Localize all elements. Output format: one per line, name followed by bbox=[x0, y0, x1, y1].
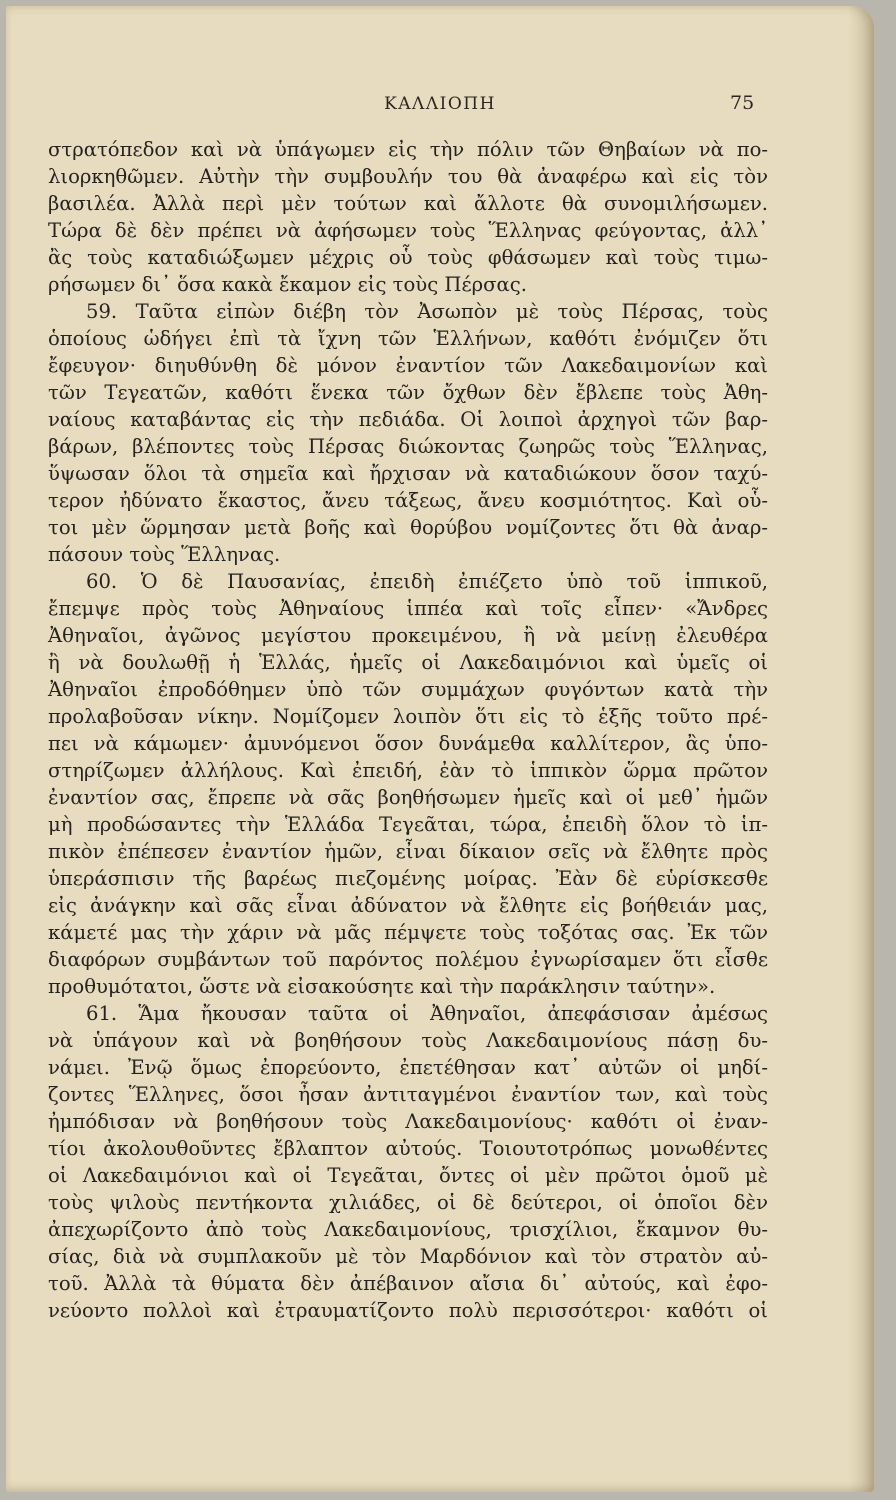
text-line: πικὸν ἐπέπεσεν ἐναντίον ἡμῶν, εἶναι δίκαιον σεῖς νὰ ἔλθητε πρὸς bbox=[48, 840, 768, 863]
text-line: τοι μὲν ὥρμησαν μετὰ βοῆς καὶ θορύβου νομίζοντες ὅτι θὰ ἀναρ- bbox=[48, 516, 768, 539]
body-text bbox=[48, 136, 768, 1324]
text-line: ἂς τοὺς καταδιώξωμεν μέχρις οὗ τοὺς φθάσωμεν καὶ τοὺς τιμω- bbox=[48, 246, 768, 269]
text-line: ἠμπόδισαν νὰ βοηθήσουν τοὺς Λακεδαιμονίους· καθότι οἱ ἐναν- bbox=[48, 1110, 768, 1133]
text-line: ἐναντίον σας, ἔπρεπε νὰ σᾶς βοηθήσωμεν ἡμεῖς καὶ οἱ μεθ᾽ ἡμῶν bbox=[48, 786, 768, 809]
text-line: ἔφευγον· διηυθύνθη δὲ μόνον ἐναντίον τῶν Λακεδαιμονίων καὶ bbox=[48, 354, 768, 377]
text-line: κάμετέ μας τὴν χάριν νὰ μᾶς πέμψετε τοὺς τοξότας σας. Ἐκ τῶν bbox=[48, 921, 768, 944]
text-line: προθυμότατοι, ὥστε νὰ εἰσακούσητε καὶ τὴν παράκλησιν ταύτην». bbox=[48, 975, 716, 998]
text-line: ζοντες Ἕλληνες, ὅσοι ἦσαν ἀντιταγμένοι ἐναντίον των, καὶ τοὺς bbox=[48, 1083, 768, 1106]
text-line: διαφόρων συμβάντων τοῦ παρόντος πολέμου ἐγνωρίσαμεν ὅτι εἶσθε bbox=[48, 948, 768, 971]
text-line: ἢ νὰ δουλωθῇ ἡ Ἑλλάς, ἡμεῖς οἱ Λακεδαιμόνιοι καὶ ὑμεῖς οἱ bbox=[48, 651, 768, 674]
text-line: Ἀθηναῖοι ἐπροδόθημεν ὑπὸ τῶν συμμάχων φυγόντων κατὰ τὴν bbox=[48, 678, 768, 701]
text-line: νεύοντο πολλοὶ καὶ ἐτραυματίζοντο πολὺ περισσότεροι· καθότι οἱ bbox=[48, 1299, 768, 1322]
text-line: τοὺς ψιλοὺς πεντήκοντα χιλιάδες, οἱ δὲ δεύτεροι, οἱ ὁποῖοι δὲν bbox=[48, 1191, 768, 1214]
text-line: προλαβοῦσαν νίκην. Νομίζομεν λοιπὸν ὅτι εἰς τὸ ἑξῆς τοῦτο πρέ- bbox=[48, 705, 768, 728]
text-line: τίοι ἀκολουθοῦντες ἔβλαπτον αὐτούς. Τοιουτοτρόπως μονωθέντες bbox=[48, 1137, 768, 1160]
text-line: λιορκηθῶμεν. Αὐτὴν τὴν συμβουλήν του θὰ ἀναφέρω καὶ εἰς τὸν bbox=[48, 165, 768, 188]
page-number: 75 bbox=[730, 92, 755, 114]
text-line: ὑπεράσπισιν τῆς βαρέως πιεζομένης μοίρας. Ἐὰν δὲ εὑρίσκεσθε bbox=[48, 867, 768, 890]
text-line: μὴ προδώσαντες τὴν Ἑλλάδα Τεγεᾶται, τώρα, ἐπειδὴ ὅλον τὸ ἱπ- bbox=[48, 813, 768, 836]
text-line: ἀπεχωρίζοντο ἀπὸ τοὺς Λακεδαιμονίους, τρισχίλιοι, ἔκαμνον θυ- bbox=[48, 1218, 768, 1241]
text-line: ὕψωσαν ὅλοι τὰ σημεῖα καὶ ἤρχισαν νὰ καταδιώκουν ὅσον ταχύ- bbox=[48, 462, 768, 485]
running-head: ΚΑΛΛΙΟΠΗ bbox=[384, 94, 496, 114]
text-line: τοῦ. Ἀλλὰ τὰ θύματα δὲν ἀπέβαινον αἴσια δι᾽ αὐτούς, καὶ ἐφο- bbox=[48, 1272, 768, 1295]
text-line: βασιλέα. Ἀλλὰ περὶ μὲν τούτων καὶ ἄλλοτε θὰ συνομιλήσωμεν. bbox=[48, 192, 768, 215]
paragraph-61-start: 61. Ἅμα ἤκουσαν ταῦτα οἱ Ἀθηναῖοι, ἀπεφάσισαν ἀμέσως bbox=[86, 1002, 768, 1025]
text-line: νὰ ὑπάγουν καὶ νὰ βοηθήσουν τοὺς Λακεδαιμονίους πάσῃ δυ- bbox=[48, 1029, 768, 1052]
text-line: Τώρα δὲ δὲν πρέπει νὰ ἀφήσωμεν τοὺς Ἕλληνας φεύγοντας, ἀλλ᾽ bbox=[48, 219, 768, 242]
text-line: πάσουν τοὺς Ἕλληνας. bbox=[48, 543, 281, 566]
paragraph-59-start: 59. Ταῦτα εἰπὼν διέβη τὸν Ἀσωπὸν μὲ τοὺς Πέρσας, τοὺς bbox=[86, 300, 768, 323]
text-line: Ἀθηναῖοι, ἀγῶνος μεγίστου προκειμένου, ἢ νὰ μείνῃ ἐλευθέρα bbox=[48, 624, 768, 647]
text-line: βάρων, βλέποντες τοὺς Πέρσας διώκοντας ζωηρῶς τοὺς Ἕλληνας, bbox=[48, 435, 768, 458]
text-line: ἔπεμψε πρὸς τοὺς Ἀθηναίους ἱππέα καὶ τοῖς εἶπεν· «Ἄνδρες bbox=[48, 597, 768, 620]
text-line: πει νὰ κάμωμεν· ἀμυνόμενοι ὅσον δυνάμεθα καλλίτερον, ἂς ὑπο- bbox=[48, 732, 768, 755]
page-edge-shadow bbox=[848, 6, 874, 1492]
text-line: στηρίζωμεν ἀλλήλους. Καὶ ἐπειδή, ἐὰν τὸ ἱππικὸν ὥρμα πρῶτον bbox=[48, 759, 768, 782]
text-line: εἰς ἀνάγκην καὶ σᾶς εἶναι ἀδύνατον νὰ ἔλθητε εἰς βοήθειάν μας, bbox=[48, 894, 768, 917]
text-line: στρατόπεδον καὶ νὰ ὑπάγωμεν εἰς τὴν πόλιν τῶν Θηβαίων νὰ πο- bbox=[48, 138, 768, 161]
text-line: ρήσωμεν δι᾽ ὅσα κακὰ ἔκαμον εἰς τοὺς Πέρσας. bbox=[48, 273, 527, 296]
text-line: τῶν Τεγεατῶν, καθότι ἕνεκα τῶν ὄχθων δὲν ἔβλεπε τοὺς Ἀθη- bbox=[48, 381, 768, 404]
text-line: ναίους καταβάντας εἰς τὴν πεδιάδα. Οἱ λοιποὶ ἀρχηγοὶ τῶν βαρ- bbox=[48, 408, 768, 431]
book-page bbox=[6, 6, 874, 1492]
text-line: οἱ Λακεδαιμόνιοι καὶ οἱ Τεγεᾶται, ὄντες οἱ μὲν πρῶτοι ὁμοῦ μὲ bbox=[48, 1164, 768, 1187]
text-line: τερον ἠδύνατο ἕκαστος, ἄνευ τάξεως, ἄνευ κοσμιότητος. Καὶ οὗ- bbox=[48, 489, 768, 512]
text-line: σίας, διὰ νὰ συμπλακοῦν μὲ τὸν Μαρδόνιον καὶ τὸν στρατὸν αὐ- bbox=[48, 1245, 768, 1268]
text-line: ὁποίους ὡδήγει ἐπὶ τὰ ἴχνη τῶν Ἑλλήνων, καθότι ἐνόμιζεν ὅτι bbox=[48, 327, 768, 350]
text-line: νάμει. Ἐνῷ ὅμως ἐπορεύοντο, ἐπετέθησαν κατ᾽ αὐτῶν οἱ μηδί- bbox=[48, 1056, 768, 1079]
paragraph-60-start: 60. Ὁ δὲ Παυσανίας, ἐπειδὴ ἐπιέζετο ὑπὸ τοῦ ἱππικοῦ, bbox=[86, 570, 768, 593]
